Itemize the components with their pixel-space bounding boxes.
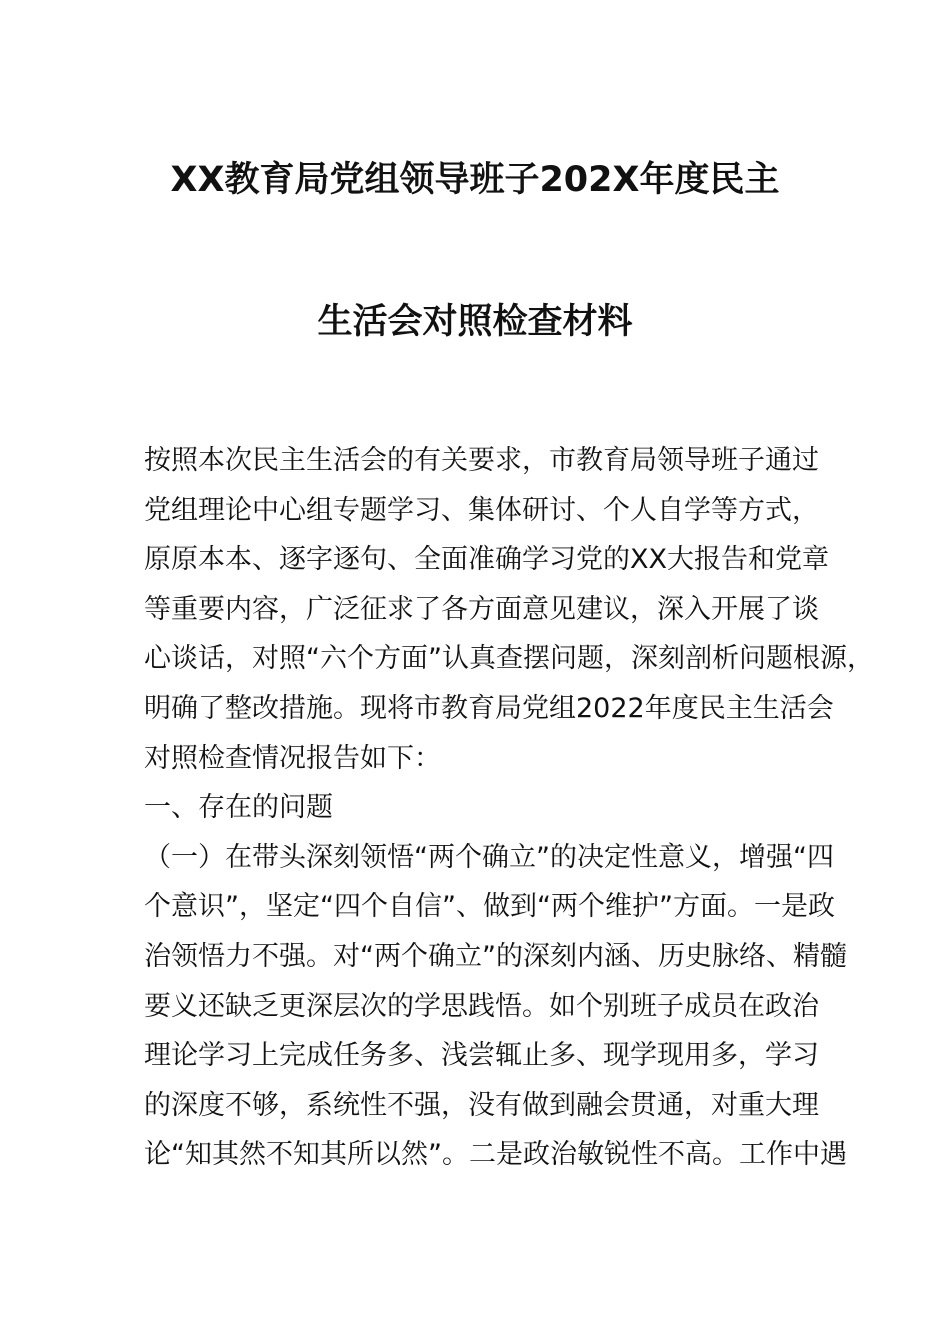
document-body: [144, 436, 874, 1180]
body-line: （一）在带头深刻领悟“两个确立”的决定性意义，增强“四: [144, 841, 834, 873]
body-line: 心谈话，对照“六个方面”认真查摆问题，深刻剖析问题根源，: [144, 643, 874, 675]
section-heading: 一、存在的问题: [144, 792, 333, 824]
body-line: 要义还缺乏更深层次的学思践悟。如个别班子成员在政治: [144, 990, 819, 1022]
body-line: 等重要内容，广泛征求了各方面意见建议，深入开展了谈: [144, 593, 819, 625]
body-line: 按照本次民主生活会的有关要求，市教育局领导班子通过: [144, 445, 819, 476]
body-line: 理论学习上完成任务多、浅尝辄止多、现学现用多，学习: [144, 1040, 819, 1072]
document-title-line-2: 生活会对照检查材料: [317, 302, 633, 342]
body-line: 明确了整改措施。现将市教育局党组2022年度民主生活会: [144, 692, 834, 724]
body-line: 对照检查情况报告如下：: [144, 742, 441, 774]
body-line: 的深度不够，系统性不强，没有做到融会贯通，对重大理: [144, 1089, 819, 1121]
document-title-line-1: XX教育局党组领导班子202X年度民主: [170, 160, 780, 200]
body-line: 原原本本、逐字逐句、全面准确学习党的XX大报告和党章: [144, 544, 829, 576]
body-line: 党组理论中心组专题学习、集体研讨、个人自学等方式，: [144, 494, 819, 526]
body-line: 个意识”，坚定“四个自信”、做到“两个维护”方面。一是政: [144, 891, 835, 923]
body-line: 治领悟力不强。对“两个确立”的深刻内涵、历史脉络、精髓: [144, 940, 847, 972]
body-line: 论“知其然不知其所以然”。二是政治敏锐性不高。工作中遇: [144, 1139, 847, 1171]
